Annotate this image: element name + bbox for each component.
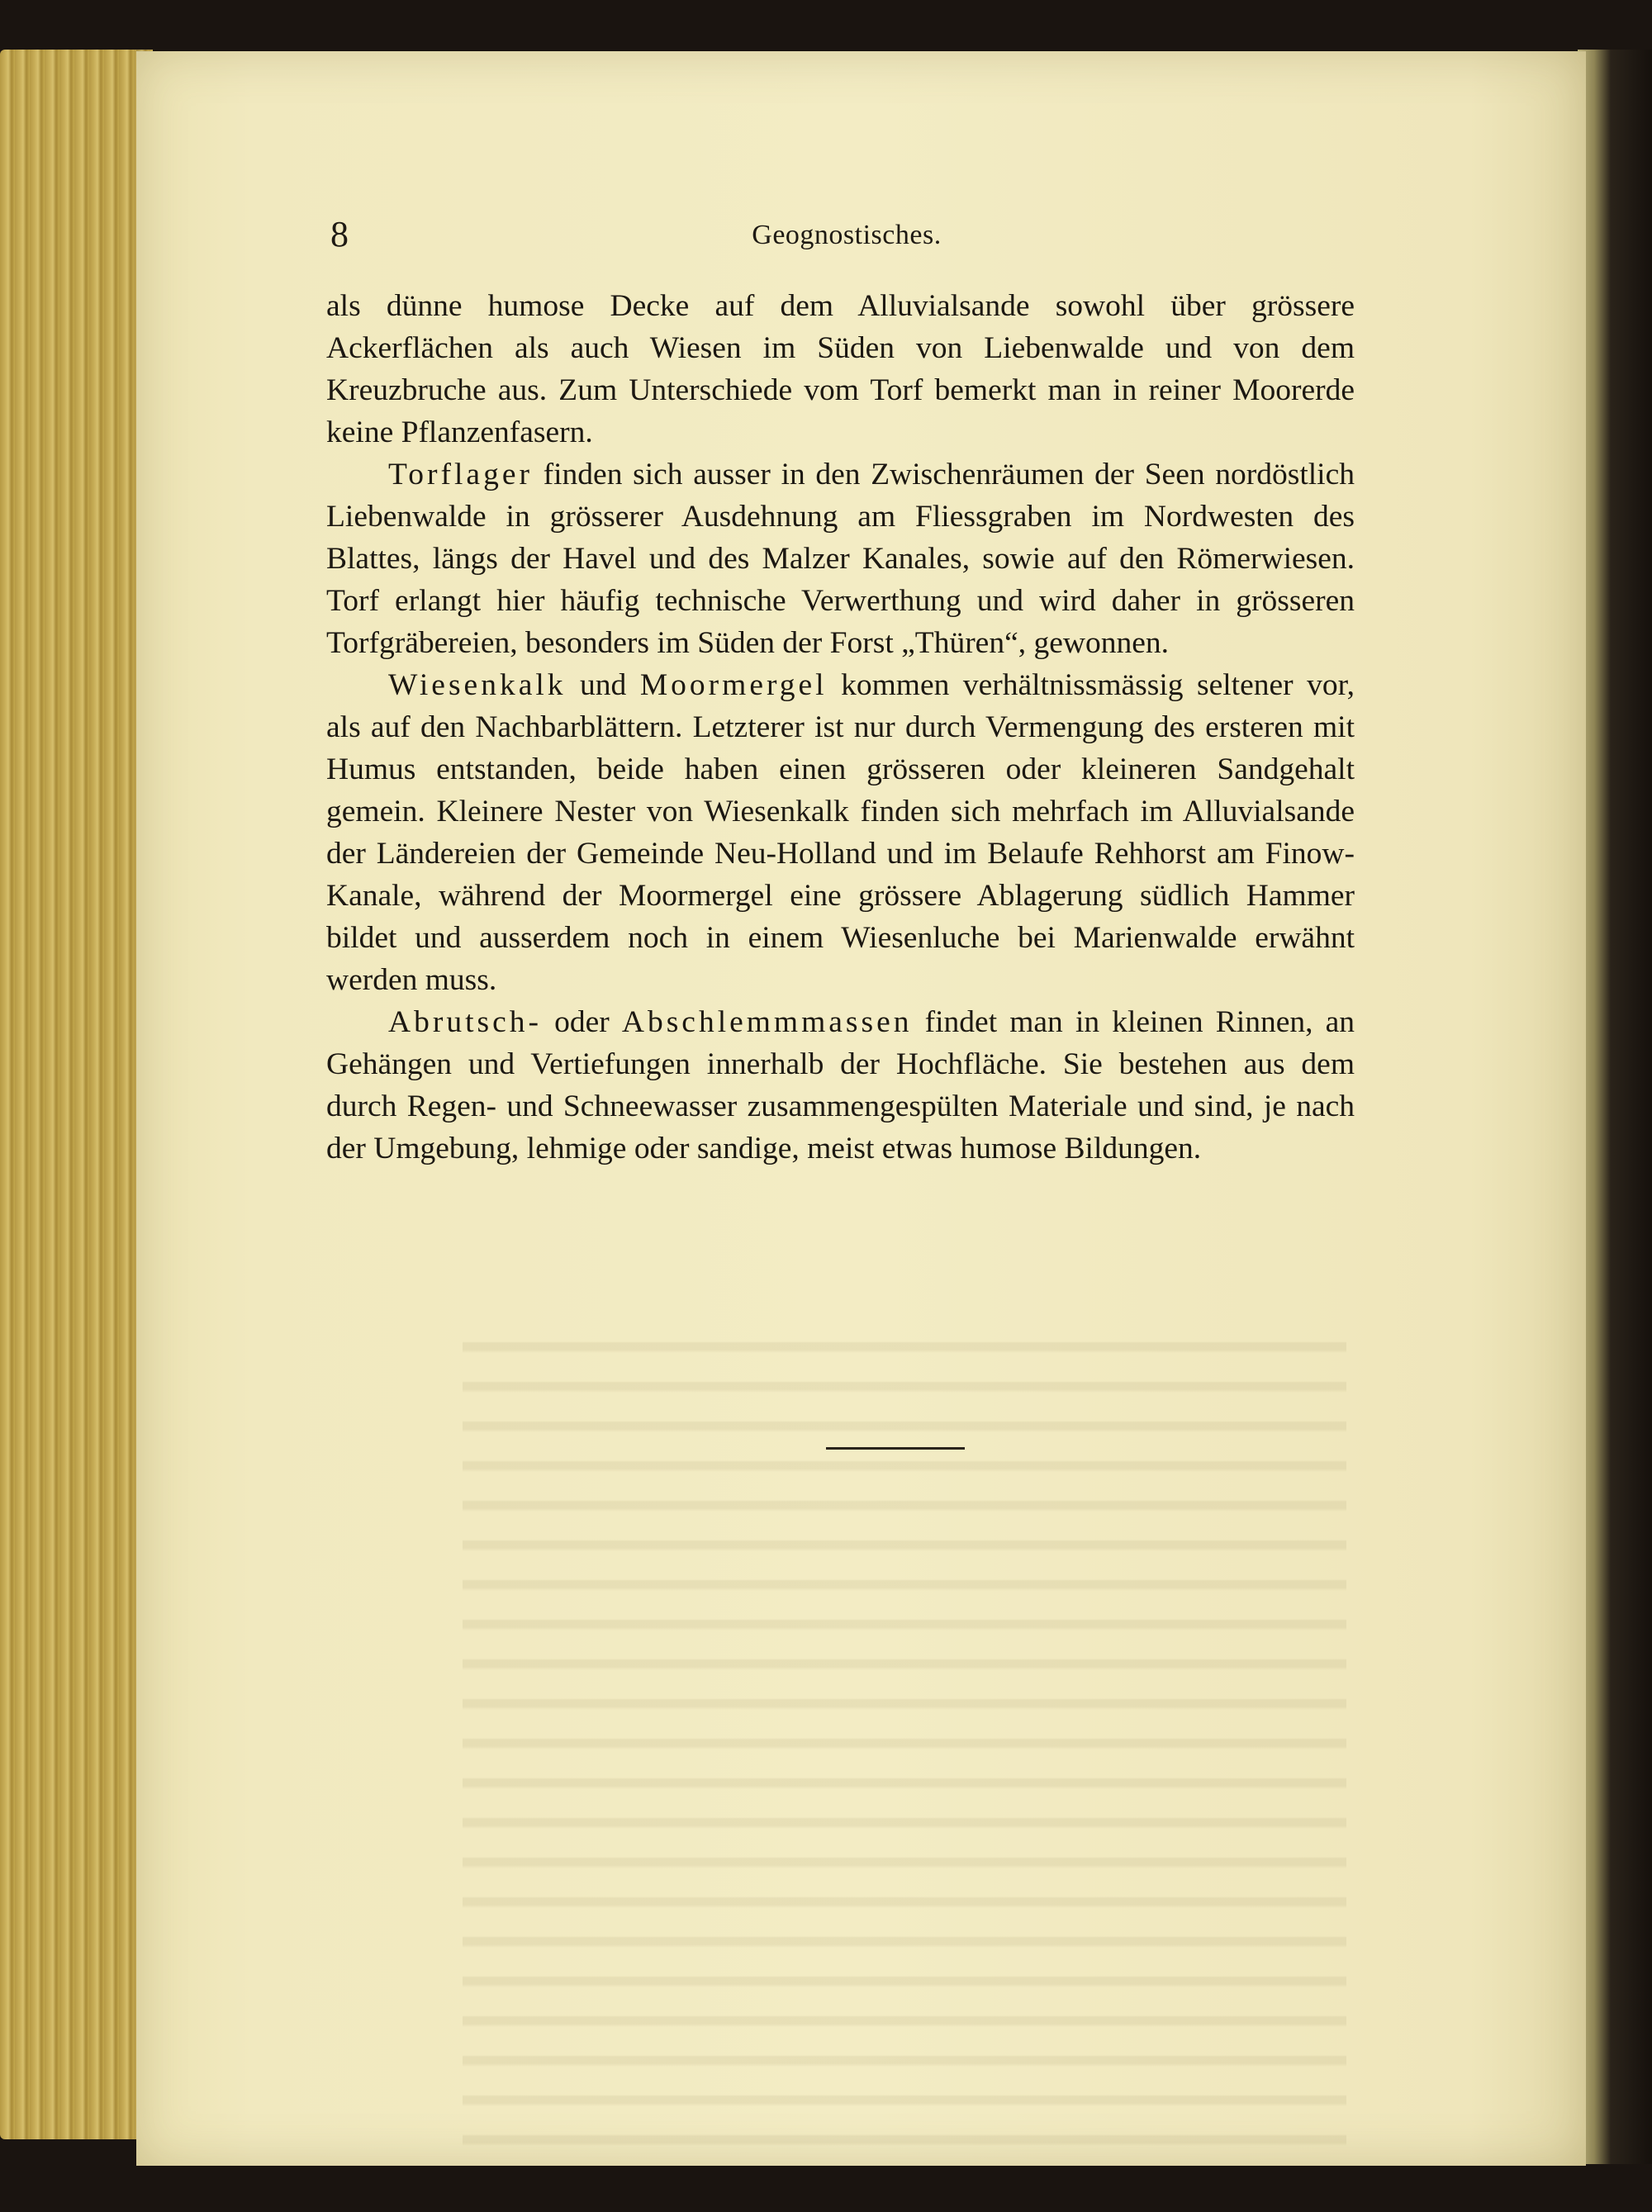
- paragraph-2: [326, 453, 1355, 664]
- running-title: Geognostisches.: [752, 220, 942, 250]
- paragraph-text: findet man in kleinen Rinnen, an Gehängen und Vertiefungen innerhalb der Hochfläche. Sie bestehen aus dem durch Regen- und Schneewasser zusammengespülten Materiale und sind, je nach der Umgebung, lehmige oder sandige, meist etwas humose Bildungen.: [326, 1005, 1355, 1165]
- connector-text: oder: [541, 1005, 622, 1039]
- page-header: [330, 213, 1363, 271]
- connector-text: und: [566, 668, 640, 702]
- page-edges: [0, 50, 153, 2139]
- body-text: [326, 285, 1355, 1170]
- paragraph-text: als dünne humose Decke auf dem Alluvialsande sowohl über grössere Ackerflächen als auch Wiesen im Süden von Liebenwalde und von dem Kreuzbruche aus. Zum Unterschiede vom Torf bemerkt man in reiner Moorerde keine Pflanzenfasern.: [326, 289, 1355, 449]
- section-end-rule: [826, 1447, 965, 1450]
- term-torflager: Torflager: [388, 458, 533, 491]
- term-abschlemmmassen: Abschlemmmassen: [621, 1005, 913, 1039]
- page-number: 8: [330, 214, 349, 254]
- paragraph-text: finden sich ausser in den Zwischenräumen der Seen nordöstlich Liebenwalde in grösserer Ausdehnung am Fliessgraben im Nordwesten des Blattes, längs der Havel und des Malzer Kanales, sowie auf den Römerwiesen. Torf erlangt hier häufig technische Verwerthung und wird daher in grösseren Torfgräbereien, besonders im Süden der Forst „Thüren“, gewonnen.: [326, 458, 1355, 660]
- binding-edge: [1578, 50, 1652, 2164]
- term-wiesenkalk: Wiesenkalk: [388, 668, 567, 702]
- paragraph-1: [326, 285, 1355, 453]
- paragraph-4: [326, 1001, 1355, 1170]
- term-moormergel: Moormergel: [639, 668, 828, 702]
- paragraph-3: [326, 664, 1355, 1001]
- paragraph-text: kommen verhältnissmässig seltener vor, als auf den Nachbarblättern. Letzterer ist nur durch Vermengung des ersteren mit Humus entstanden, beide haben einen grösseren oder kleineren Sandgehalt gemein. Kleinere Nester von Wiesenkalk finden sich mehrfach im Alluvialsande der Ländereien der Gemeinde Neu-Holland und im Belaufe Rehhorst am Finow-Kanale, während der Moormergel eine grössere Ablagerung südlich Hammer bildet und ausserdem noch in einem Wiesenluche bei Marienwalde erwähnt werden muss.: [326, 668, 1355, 997]
- term-abrutsch: Abrutsch-: [388, 1005, 542, 1039]
